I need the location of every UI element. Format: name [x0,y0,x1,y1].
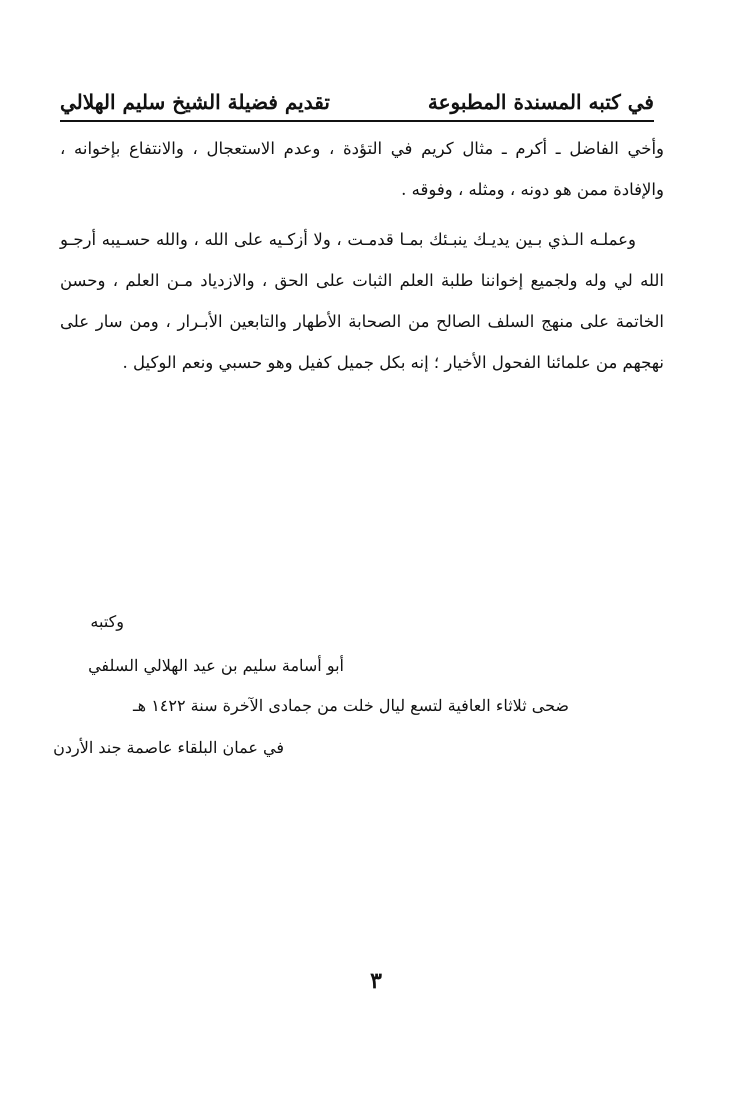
signature-place: في عمان البلقاء عاصمة جند الأردن [53,738,284,757]
signature-wrote: وكتبه [90,612,124,631]
signature-block [53,602,664,768]
signature-date: ضحى ثلاثاء العافية لتسع ليال خلت من جمادى الآخرة سنة ١٤٢٢ هـ [132,696,569,715]
header-book-title: في كتبه المسندة المطبوعة [427,90,654,114]
body-text [60,128,664,383]
page-number: ٣ [370,968,382,994]
running-header [60,78,654,122]
signature-name: أبو أسامة سليم بن عيد الهلالي السلفي [88,656,344,675]
paragraph-1: وأخي الفاضل ـ أكرم ـ مثال كريم في التؤدة ، وعدم الاستعجال ، والانتفاع بإخوانه ، والإفادة ممن هو دونه ، ومثله ، وفوقه . [60,139,664,199]
header-section-title: تقديم فضيلة الشيخ سليم الهلالي [60,90,330,114]
paragraph-2: وعملـه الـذي بـين يديـك ينبـئك بمـا قدمـت ، ولا أزكـيه على الله ، والله حسـيبه أرجـو الله لي وله ولجميع إخواننا طلبة العلم الثبات على الحق ، والازدياد مـن العلم ، وحسن الخاتمة على منهج السلف الصالح من الصحابة الأطهار والتابعين الأبـرار ، ومن سار على نهجهم من علمائنا الفحول الأخيار ؛ إنه بكل جميل كفيل وهو حسبي ونعم الوكيل . [60,230,664,372]
